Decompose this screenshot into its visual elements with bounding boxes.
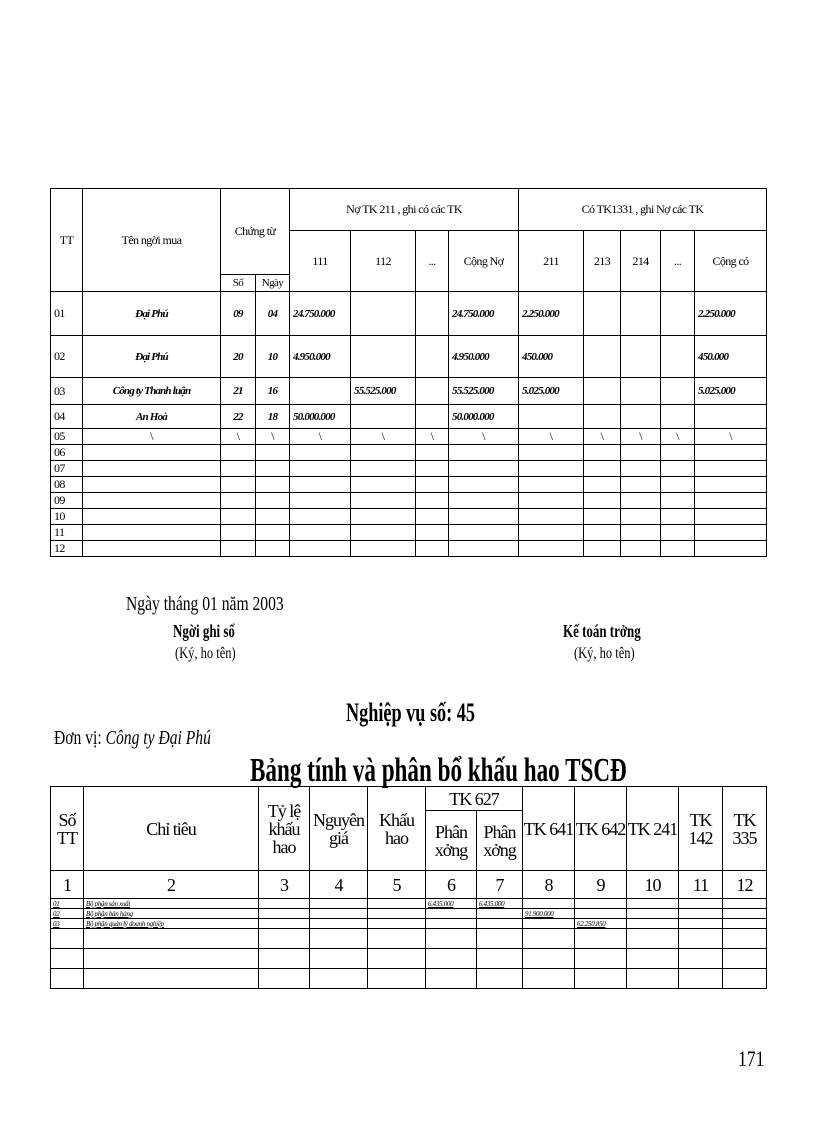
page-number: 171 bbox=[738, 1046, 765, 1071]
cell-c214 bbox=[621, 292, 661, 336]
cell-dtotal: 24.750.000 bbox=[449, 292, 519, 336]
cell-ctotal: 5.025.000 bbox=[695, 378, 767, 405]
col-number: 4 bbox=[310, 871, 368, 899]
col-voucher-no-header: Số bbox=[221, 275, 256, 292]
depreciation-table-title: Bảng tính và phân bổ khấu hao TSCĐ bbox=[250, 752, 627, 789]
bookkeeper-title: Ngời ghi sổ bbox=[173, 621, 235, 641]
debit-group-header: Nợ TK 211 , ghi có các TK bbox=[290, 189, 519, 231]
cell-tt: 06 bbox=[51, 445, 83, 461]
cell-c214 bbox=[621, 336, 661, 378]
cell-d112 bbox=[351, 292, 416, 336]
credit-group-header: Có TK1331 , ghi Nợ các TK bbox=[519, 189, 767, 231]
slash-mark: \ bbox=[695, 429, 767, 445]
cell-no: 09 bbox=[221, 292, 256, 336]
cell-workshop2 bbox=[477, 919, 523, 929]
cell-tk642 bbox=[575, 899, 627, 909]
slash-mark: \ bbox=[221, 429, 256, 445]
cell-dtotal: 4.950.000 bbox=[449, 336, 519, 378]
col-rate-header: Tỷ lệ khấu hao bbox=[259, 787, 310, 871]
col-number: 2 bbox=[84, 871, 259, 899]
cell-detc bbox=[416, 336, 449, 378]
col-d112-header: 112 bbox=[351, 231, 416, 292]
table-row bbox=[51, 292, 767, 336]
cell-c213 bbox=[584, 336, 621, 378]
cell-d112 bbox=[351, 336, 416, 378]
col-cetc-header: ... bbox=[661, 231, 695, 292]
col-c214-header: 214 bbox=[621, 231, 661, 292]
col-number: 10 bbox=[627, 871, 679, 899]
cell-c213 bbox=[584, 405, 621, 429]
cell-detc bbox=[416, 292, 449, 336]
cell-dtotal: 55.525.000 bbox=[449, 378, 519, 405]
cell-d112: 55.525.000 bbox=[351, 378, 416, 405]
slash-mark: \ bbox=[519, 429, 584, 445]
cell-cetc bbox=[661, 292, 695, 336]
cell-tt: 12 bbox=[51, 541, 83, 557]
cell-tt: 01 bbox=[51, 292, 83, 336]
table-row bbox=[51, 493, 767, 509]
slash-mark: \ bbox=[83, 429, 221, 445]
col-tk142-header: TK 142 bbox=[679, 787, 723, 871]
col-ctotal-header: Cộng có bbox=[695, 231, 767, 292]
cell-buyer: Đại Phú bbox=[83, 292, 221, 336]
col-buyer-header: Tên ngời mua bbox=[83, 189, 221, 292]
cell-tt: 07 bbox=[51, 461, 83, 477]
table-row bbox=[51, 909, 767, 919]
col-number: 9 bbox=[575, 871, 627, 899]
table-row bbox=[51, 919, 767, 929]
purchase-ledger-table bbox=[50, 188, 767, 557]
signature-date: Ngày tháng 01 năm 2003 bbox=[126, 593, 284, 615]
column-number-row bbox=[51, 871, 767, 899]
col-number: 1 bbox=[51, 871, 84, 899]
cell-ctotal: 450.000 bbox=[695, 336, 767, 378]
cell-tt: 05 bbox=[51, 429, 83, 445]
table-row bbox=[51, 461, 767, 477]
cell-c213 bbox=[584, 292, 621, 336]
cell-date: 18 bbox=[256, 405, 290, 429]
table-row bbox=[51, 525, 767, 541]
col-original-header: Nguyên giá bbox=[310, 787, 368, 871]
col-tk642-header: TK 642 bbox=[575, 787, 627, 871]
cell-no: 20 bbox=[221, 336, 256, 378]
col-tk335-header: TK 335 bbox=[723, 787, 767, 871]
cell-item: Bộ phận bán hàng bbox=[84, 909, 259, 919]
cell-buyer: An Hoà bbox=[83, 405, 221, 429]
col-tt-header: TT bbox=[51, 189, 83, 292]
cell-tk641: 91.900.000 bbox=[523, 909, 575, 919]
cell-c211: 5.025.000 bbox=[519, 378, 584, 405]
cell-workshop1: 6.435.000 bbox=[426, 899, 477, 909]
cell-buyer: Công ty Thanh luận bbox=[83, 378, 221, 405]
col-c211-header: 211 bbox=[519, 231, 584, 292]
cell-workshop2: 6.435.000 bbox=[477, 899, 523, 909]
table-row bbox=[51, 336, 767, 378]
col-number: 5 bbox=[368, 871, 426, 899]
col-item-header: Chỉ tiêu bbox=[84, 787, 259, 871]
col-tk627-header: TK 627 bbox=[426, 787, 523, 811]
cell-cetc bbox=[661, 336, 695, 378]
cell-detc bbox=[416, 378, 449, 405]
slash-mark: \ bbox=[256, 429, 290, 445]
cell-c214 bbox=[621, 405, 661, 429]
cell-workshop1 bbox=[426, 919, 477, 929]
cell-stt: 02 bbox=[51, 909, 84, 919]
cell-d112 bbox=[351, 405, 416, 429]
slash-mark: \ bbox=[351, 429, 416, 445]
bookkeeper-sign-note: (Ký, ho tên) bbox=[175, 645, 236, 662]
col-number: 3 bbox=[259, 871, 310, 899]
col-dtotal-header: Cộng Nợ bbox=[449, 231, 519, 292]
cell-detc bbox=[416, 405, 449, 429]
cell-c211: 2.250.000 bbox=[519, 292, 584, 336]
col-stt-header: Số TT bbox=[51, 787, 84, 871]
col-number: 6 bbox=[426, 871, 477, 899]
cell-c213 bbox=[584, 378, 621, 405]
cell-c214 bbox=[621, 378, 661, 405]
cell-d111: 50.000.000 bbox=[290, 405, 351, 429]
cell-buyer: Đại Phú bbox=[83, 336, 221, 378]
cell-tt: 11 bbox=[51, 525, 83, 541]
col-c213-header: 213 bbox=[584, 231, 621, 292]
col-number: 11 bbox=[679, 871, 723, 899]
cell-no: 21 bbox=[221, 378, 256, 405]
cell-ctotal bbox=[695, 405, 767, 429]
depreciation-table bbox=[50, 786, 767, 989]
cell-dtotal: 50.000.000 bbox=[449, 405, 519, 429]
cell-cetc bbox=[661, 405, 695, 429]
transaction-title: Nghiệp vụ số: 45 bbox=[346, 698, 475, 727]
cell-item: Bộ phận quản lý doanh nghiệp bbox=[84, 919, 259, 929]
cell-workshop2 bbox=[477, 909, 523, 919]
unit-line bbox=[54, 728, 211, 748]
cell-date: 10 bbox=[256, 336, 290, 378]
cell-tk642: 62.250.850 bbox=[575, 919, 627, 929]
cell-tt: 08 bbox=[51, 477, 83, 493]
col-number: 12 bbox=[723, 871, 767, 899]
slash-mark: \ bbox=[621, 429, 661, 445]
col-voucher-date-header: Ngày bbox=[256, 275, 290, 292]
col-depreciation-header: Khấu hao bbox=[368, 787, 426, 871]
col-detc-header: ... bbox=[416, 231, 449, 292]
table-row bbox=[51, 969, 767, 989]
slash-mark: \ bbox=[290, 429, 351, 445]
col-tk641-header: TK 641 bbox=[523, 787, 575, 871]
slash-mark: \ bbox=[661, 429, 695, 445]
cell-c211: 450.000 bbox=[519, 336, 584, 378]
col-voucher-header: Chứng từ bbox=[221, 189, 290, 275]
col-workshop1-header: Phân xởng bbox=[426, 811, 477, 871]
cell-tt: 03 bbox=[51, 378, 83, 405]
slash-mark: \ bbox=[449, 429, 519, 445]
cell-tt: 09 bbox=[51, 493, 83, 509]
col-d111-header: 111 bbox=[290, 231, 351, 292]
unit-label: Đơn vị: bbox=[54, 727, 106, 749]
unit-value: Công ty Đại Phú bbox=[105, 727, 211, 749]
cell-tt: 04 bbox=[51, 405, 83, 429]
table-row bbox=[51, 929, 767, 949]
cell-item: Bộ phận sản xuất bbox=[84, 899, 259, 909]
table-row bbox=[51, 378, 767, 405]
cell-no: 22 bbox=[221, 405, 256, 429]
col-tk241-header: TK 241 bbox=[627, 787, 679, 871]
chief-accountant-sign-note: (Ký, ho tên) bbox=[574, 645, 635, 662]
table-row bbox=[51, 541, 767, 557]
chief-accountant-title: Kế toán trởng bbox=[563, 621, 641, 641]
col-workshop2-header: Phân xởng bbox=[477, 811, 523, 871]
table-row bbox=[51, 477, 767, 493]
cell-tk642 bbox=[575, 909, 627, 919]
cell-workshop1 bbox=[426, 909, 477, 919]
cell-cetc bbox=[661, 378, 695, 405]
col-number: 8 bbox=[523, 871, 575, 899]
cell-tt: 02 bbox=[51, 336, 83, 378]
table-row bbox=[51, 405, 767, 429]
cell-d111: 24.750.000 bbox=[290, 292, 351, 336]
table-row bbox=[51, 429, 767, 445]
cell-date: 04 bbox=[256, 292, 290, 336]
cell-ctotal: 2.250.000 bbox=[695, 292, 767, 336]
cell-tk641 bbox=[523, 919, 575, 929]
cell-stt: 01 bbox=[51, 899, 84, 909]
cell-tt: 10 bbox=[51, 509, 83, 525]
table-row bbox=[51, 949, 767, 969]
table-row bbox=[51, 899, 767, 909]
col-number: 7 bbox=[477, 871, 523, 899]
cell-tk641 bbox=[523, 899, 575, 909]
cell-c211 bbox=[519, 405, 584, 429]
table-row bbox=[51, 509, 767, 525]
cell-d111 bbox=[290, 378, 351, 405]
slash-mark: \ bbox=[416, 429, 449, 445]
cell-date: 16 bbox=[256, 378, 290, 405]
table-row bbox=[51, 445, 767, 461]
cell-d111: 4.950.000 bbox=[290, 336, 351, 378]
cell-stt: 03 bbox=[51, 919, 84, 929]
slash-mark: \ bbox=[584, 429, 621, 445]
